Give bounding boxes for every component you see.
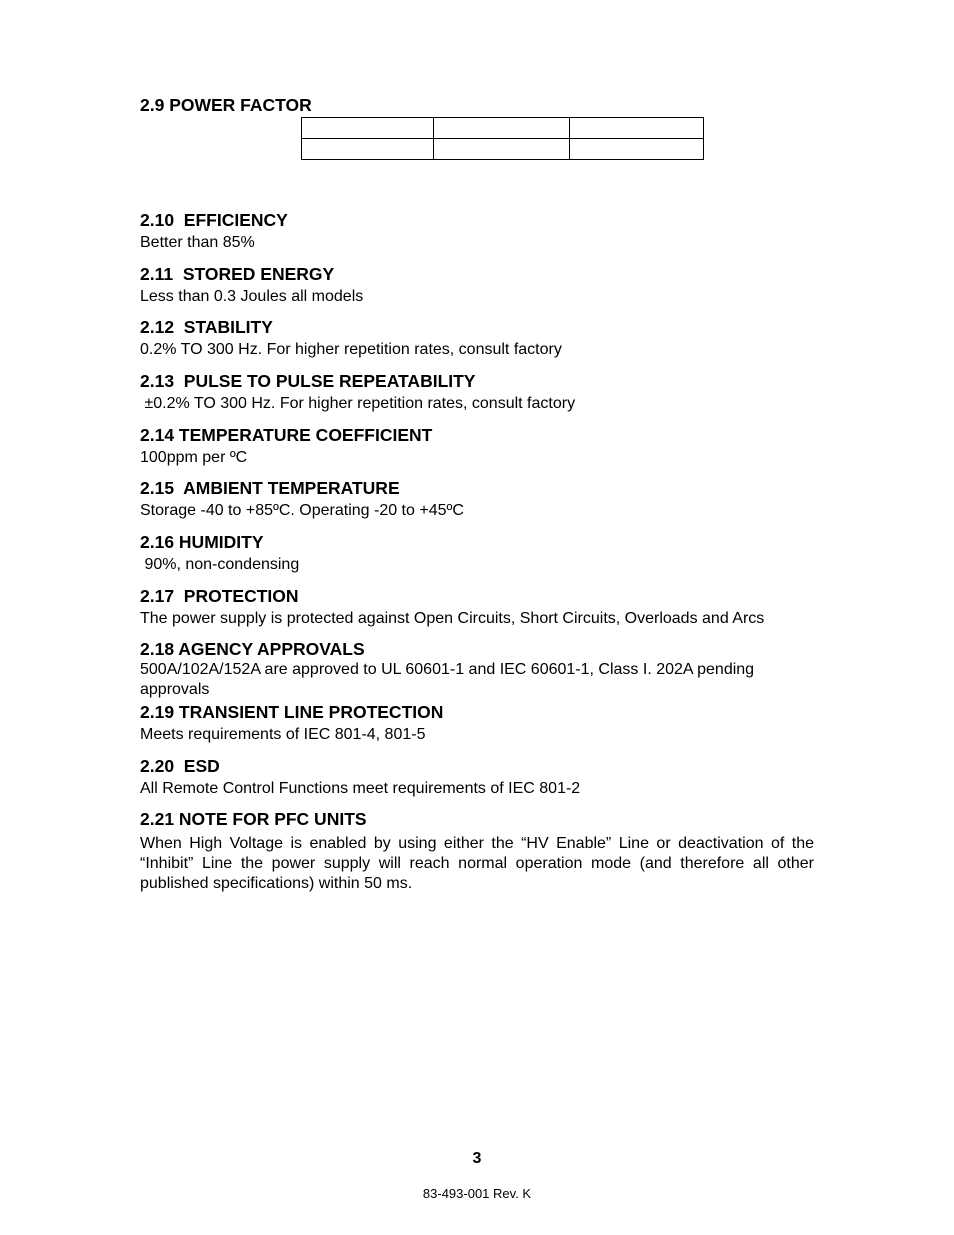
table-cell	[434, 139, 570, 160]
section-heading: 2.14 TEMPERATURE COEFFICIENT	[140, 425, 433, 445]
table-cell	[434, 118, 570, 139]
section-body: When High Voltage is enabled by using either the “HV Enable” Line or deactivation of the “Inhibit” Line the power supply will reach normal operation mode (and therefore all other published specifications) within 50 ms.	[140, 835, 814, 892]
section-heading: 2.17 PROTECTION	[140, 586, 299, 606]
document-revision: 83-493-001 Rev. K	[422, 1186, 532, 1201]
section-temperature-coefficient	[140, 425, 814, 468]
section-body: The power supply is protected against Open Circuits, Short Circuits, Overloads and Arcs	[140, 610, 765, 627]
section-body: 0.2% TO 300 Hz. For higher repetition rates, consult factory	[140, 341, 562, 358]
section-power-factor	[140, 95, 814, 115]
table-cell	[302, 139, 434, 160]
section-heading: 2.9 POWER FACTOR	[140, 95, 312, 115]
section-heading: 2.10 EFFICIENCY	[140, 210, 288, 230]
table-cell	[570, 139, 704, 160]
section-humidity	[140, 532, 814, 575]
section-heading: 2.13 PULSE TO PULSE REPEATABILITY	[140, 371, 476, 391]
section-body: Less than 0.3 Joules all models	[140, 288, 364, 305]
section-body: Better than 85%	[140, 234, 255, 251]
section-ambient-temperature	[140, 478, 814, 521]
section-heading: 2.21 NOTE FOR PFC UNITS	[140, 809, 367, 829]
table-cell	[302, 118, 434, 139]
section-body: 100ppm per ºC	[140, 449, 248, 466]
section-body: ±0.2% TO 300 Hz. For higher repetition rates, consult factory	[140, 395, 576, 412]
power-factor-table	[301, 117, 704, 160]
section-heading: 2.16 HUMIDITY	[140, 532, 264, 552]
section-body: All Remote Control Functions meet requirements of IEC 801-2	[140, 780, 581, 797]
section-heading: 2.20 ESD	[140, 756, 220, 776]
section-repeatability	[140, 371, 814, 414]
section-heading: 2.19 TRANSIENT LINE PROTECTION	[140, 702, 444, 722]
table-row	[302, 139, 704, 160]
section-heading: 2.15 AMBIENT TEMPERATURE	[140, 478, 400, 498]
section-heading: 2.12 STABILITY	[140, 317, 273, 337]
section-esd	[140, 756, 814, 799]
section-body: Storage -40 to +85ºC. Operating -20 to +45ºC	[140, 502, 464, 519]
table-row	[302, 118, 704, 139]
section-heading: 2.18 AGENCY APPROVALS	[140, 639, 365, 659]
table-cell	[570, 118, 704, 139]
section-transient-line-protection	[140, 702, 814, 745]
section-body: 90%, non-condensing	[140, 556, 300, 573]
section-stability	[140, 317, 814, 360]
section-protection	[140, 586, 814, 629]
section-stored-energy	[140, 264, 814, 307]
page-number: 3	[472, 1150, 482, 1167]
section-pfc-note	[140, 809, 814, 894]
section-body: Meets requirements of IEC 801-4, 801-5	[140, 726, 426, 743]
section-agency-approvals	[140, 639, 814, 700]
section-body: 500A/102A/152A are approved to UL 60601-1 and IEC 60601-1, Class I. 202A pending approvals	[140, 661, 755, 698]
section-heading: 2.11 STORED ENERGY	[140, 264, 335, 284]
section-efficiency	[140, 210, 814, 253]
